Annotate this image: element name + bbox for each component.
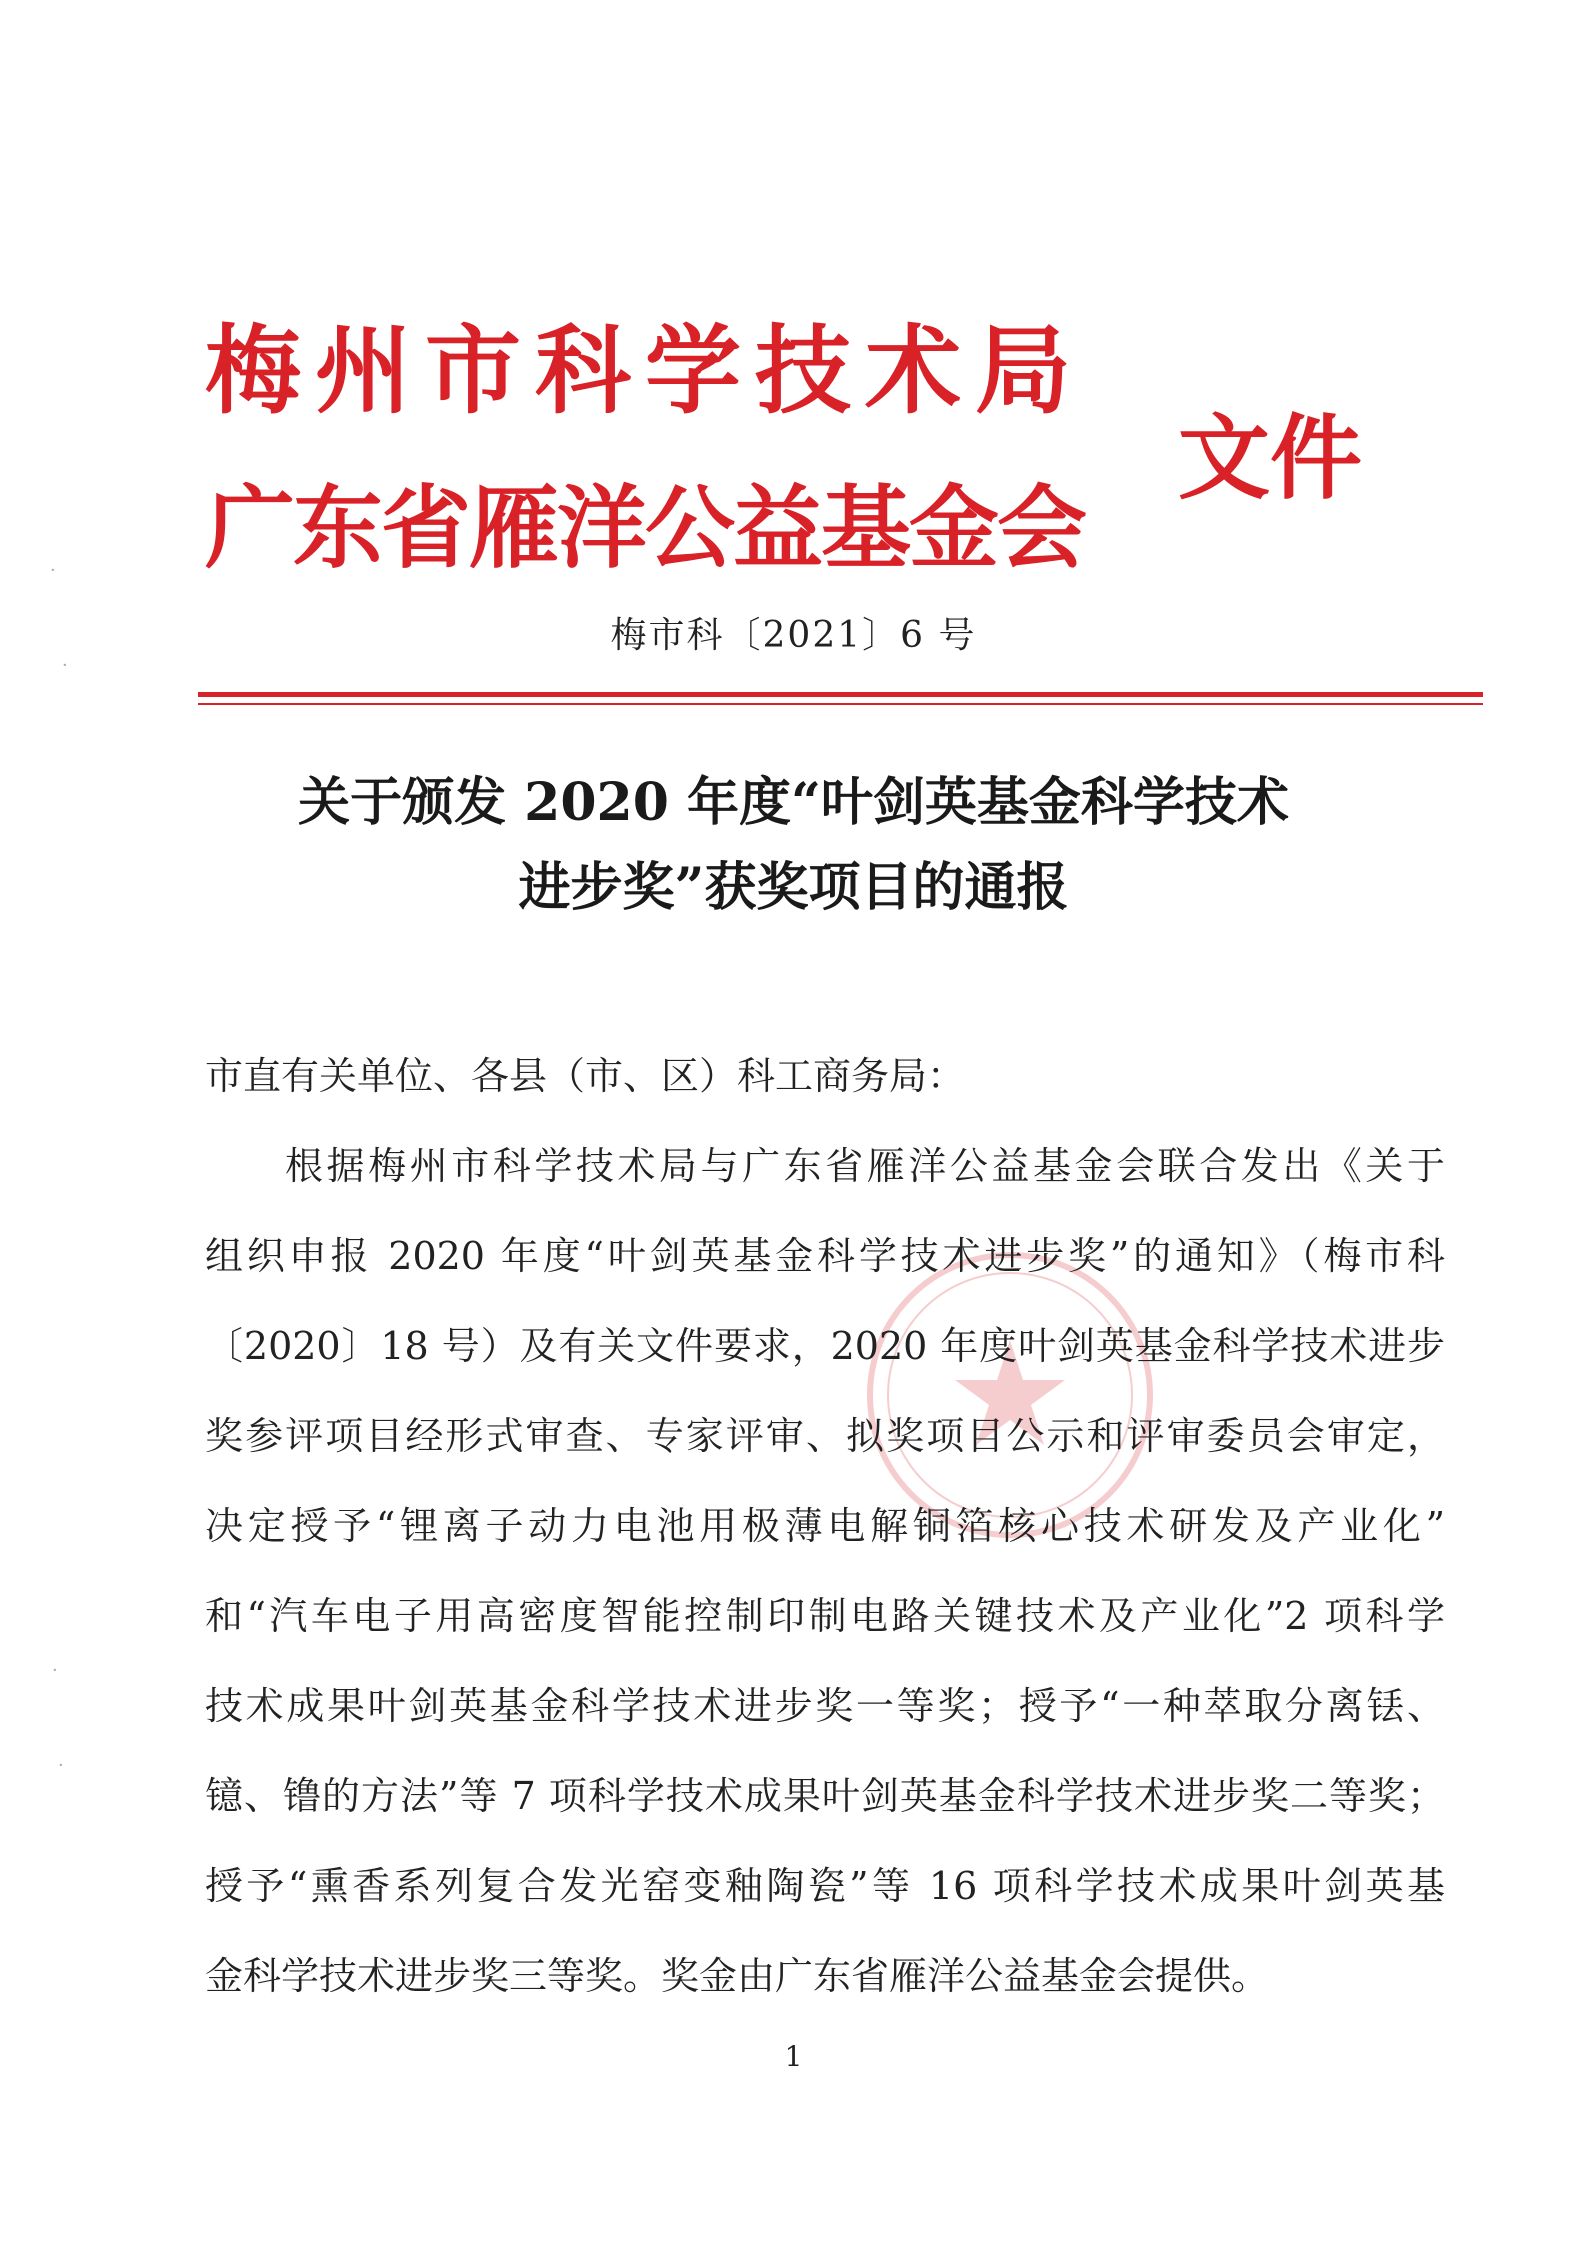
- body-line: 授予“熏香系列复合发光窑变釉陶瓷”等 16 项科学技术成果叶剑英基: [205, 1864, 1445, 1908]
- body-line: 决定授予“锂离子动力电池用极薄电解铜箔核心技术研发及产业化”: [205, 1504, 1445, 1548]
- body-line: 和“汽车电子用高密度智能控制印制电路关键技术及产业化”2 项科学: [205, 1594, 1445, 1638]
- body-line: 镱、镥的方法”等 7 项科学技术成果叶剑英基金科学技术进步奖二等奖；: [205, 1774, 1445, 1818]
- body-line: 组织申报 2020 年度“叶剑英基金科学技术进步奖”的通知》（梅市科: [205, 1234, 1445, 1278]
- body-line: 技术成果叶剑英基金科学技术进步奖一等奖；授予“一种萃取分离铥、: [205, 1684, 1445, 1728]
- title-line-2: 进步奖”获奖项目的通报: [518, 857, 1069, 918]
- body-line: 金科学技术进步奖三等奖。奖金由广东省雁洋公益基金会提供。: [205, 1954, 1270, 1998]
- scan-artifact: ·: [62, 655, 68, 676]
- scan-artifact: ·: [50, 560, 56, 581]
- body-line: 〔2020〕18 号）及有关文件要求，2020 年度叶剑英基金科学技术进步: [205, 1324, 1445, 1368]
- document-number: 梅市科〔2021〕6 号: [610, 615, 977, 656]
- body-line: 奖参评项目经形式审查、专家评审、拟奖项目公示和评审委员会审定，: [205, 1414, 1445, 1458]
- document-type-label: 文件: [1178, 404, 1363, 512]
- issuer-name-2: 广东省雁洋公益基金会: [205, 475, 1085, 581]
- red-separator-thin: [198, 703, 1483, 705]
- salutation: 市直有关单位、各县（市、区）科工商务局：: [205, 1054, 966, 1098]
- scan-artifact: ·: [58, 1755, 64, 1776]
- red-separator-thick: [198, 692, 1483, 697]
- page-number: 1: [784, 2040, 803, 2073]
- body-line: 根据梅州市科学技术局与广东省雁洋公益基金会联合发出《关于: [285, 1144, 1445, 1188]
- scan-artifact: ·: [52, 1660, 58, 1681]
- issuer-name-1: 梅州市科学技术局: [205, 314, 1085, 427]
- title-line-1: 关于颁发 2020 年度“叶剑英基金科学技术: [298, 772, 1289, 833]
